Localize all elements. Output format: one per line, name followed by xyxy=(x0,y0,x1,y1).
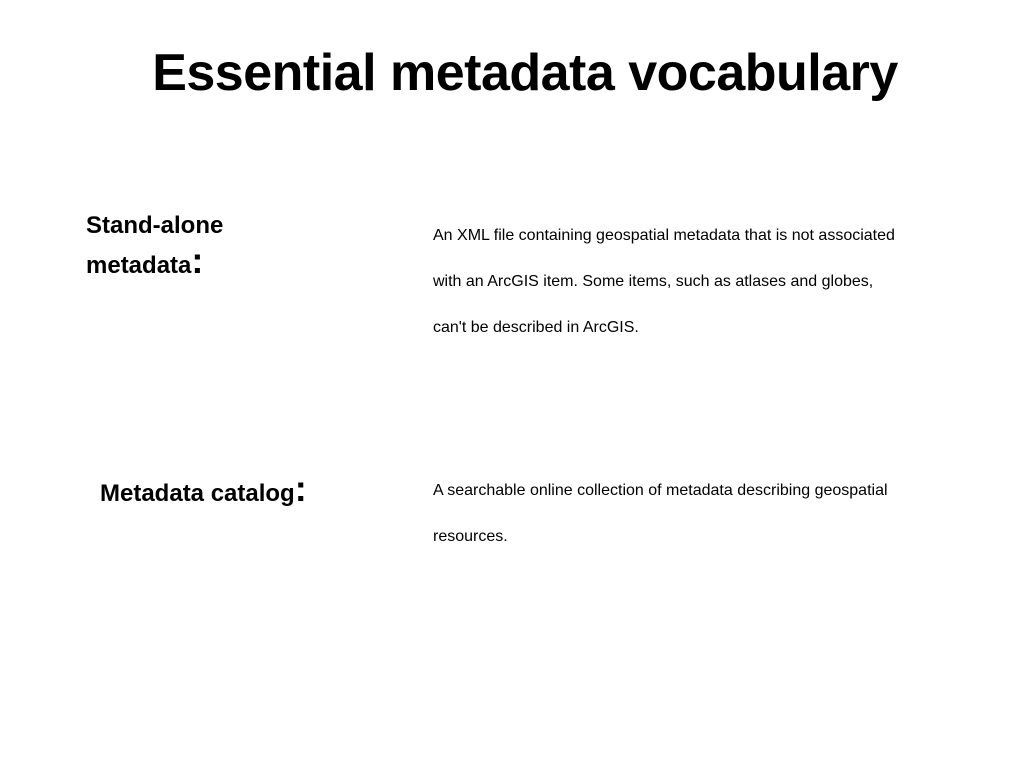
term-stand-alone-metadata xyxy=(86,206,223,286)
term-line-text: metadata xyxy=(86,252,192,279)
slide-title: Essential metadata vocabulary xyxy=(152,44,898,102)
term-line-text: Metadata catalog xyxy=(100,480,295,507)
definition-line: An XML file containing geospatial metadata that is not associated xyxy=(433,227,895,244)
term-line xyxy=(100,468,307,514)
definition-line: with an ArcGIS item. Some items, such as atlases and globes, xyxy=(433,273,874,290)
definition-line: A searchable online collection of metadata describing geospatial xyxy=(433,482,888,499)
term-colon: : xyxy=(191,240,204,281)
definition-line: resources. xyxy=(433,528,508,545)
term-line xyxy=(86,240,223,286)
term-line: Stand-alone xyxy=(86,212,224,239)
term-colon: : xyxy=(294,468,307,509)
definition-metadata-catalog xyxy=(433,468,953,560)
definition-line: can't be described in ArcGIS. xyxy=(433,319,639,336)
definition-stand-alone-metadata xyxy=(433,213,953,351)
term-metadata-catalog xyxy=(100,468,307,514)
